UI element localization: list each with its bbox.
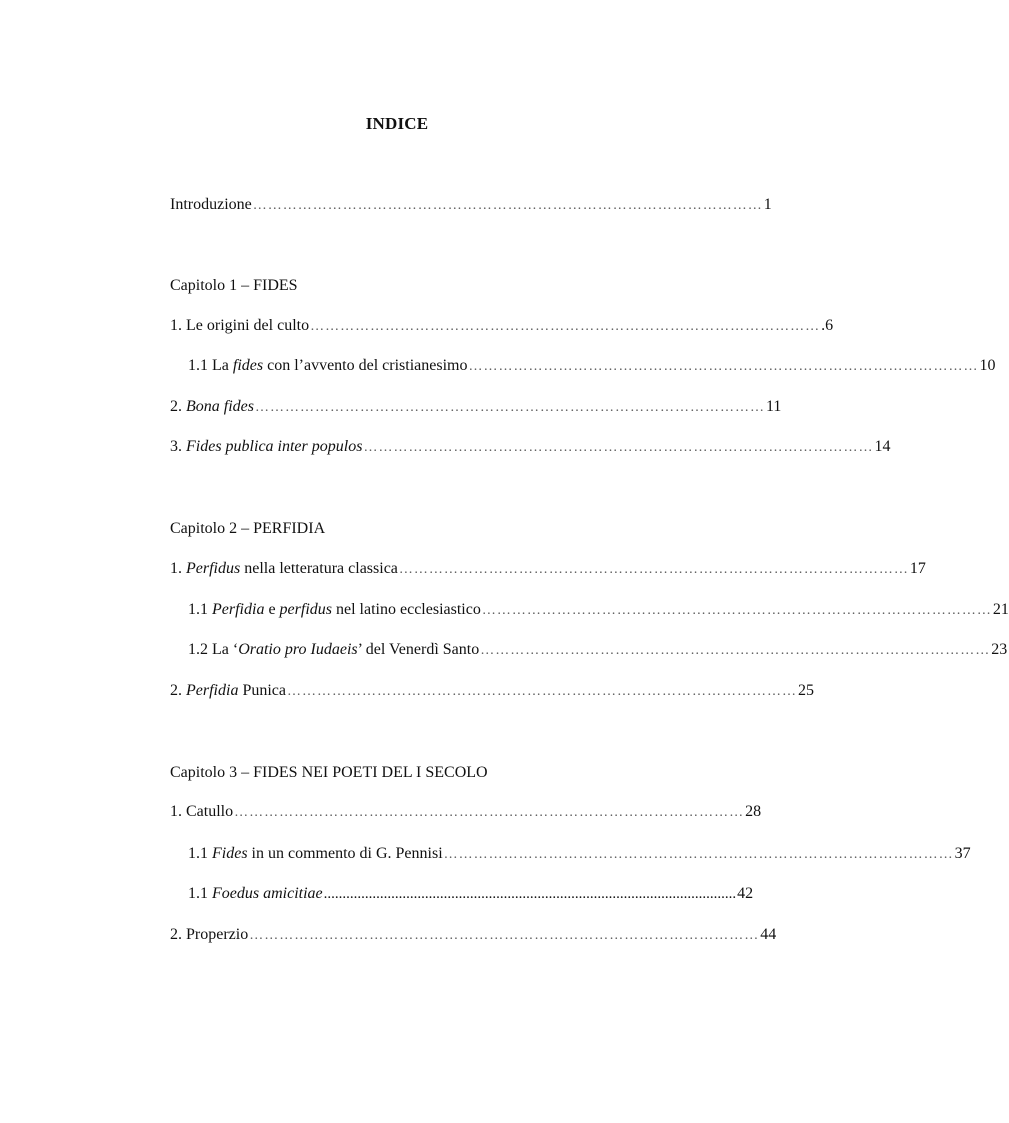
- toc-entry[interactable]: [170, 438, 891, 460]
- dot-leader: …………………………………………………………………………………………: [255, 400, 765, 415]
- toc-page-number: 23: [991, 641, 1008, 658]
- chapter-heading-2: Capitolo 2 – PERFIDIA: [170, 520, 326, 537]
- toc-entry[interactable]: [170, 803, 762, 825]
- toc-entry[interactable]: [170, 926, 777, 948]
- toc-page-number: 42: [737, 885, 754, 902]
- toc-entry-label: 2. Bona fides: [170, 398, 254, 415]
- toc-page-number: 14: [874, 438, 891, 455]
- page-title: INDICE: [365, 114, 429, 133]
- dot-leader: ..............................................................................................................: [323, 886, 737, 902]
- toc-page-number: 25: [797, 682, 814, 699]
- toc-entry-label: 2. Properzio: [170, 926, 249, 943]
- toc-entry-label: 1.1 Fides in un commento di G. Pennisi: [188, 845, 443, 862]
- toc-page-number: .6: [821, 317, 834, 334]
- dot-leader: …………………………………………………………………………………………: [481, 603, 992, 618]
- toc-page-number: 17: [909, 560, 926, 577]
- toc-page-number: 11: [766, 398, 782, 415]
- toc-entry-label: 1.1 Perfidia e perfidus nel latino ecclesiastico: [188, 601, 481, 618]
- toc-entry-label: 1.2 La ‘Oratio pro Iudaeis’ del Venerdì Santo: [188, 641, 480, 658]
- chapter-heading-1: Capitolo 1 – FIDES: [170, 277, 298, 294]
- toc-entry[interactable]: [170, 682, 814, 704]
- chapter-heading-3: Capitolo 3 – FIDES NEI POETI DEL I SECOLO: [170, 764, 488, 781]
- toc-page-number: 44: [760, 926, 777, 943]
- toc-entry-label: 1. Perfidus nella letteratura classica: [170, 560, 398, 577]
- toc-entry-label: 2. Perfidia Punica: [170, 682, 286, 699]
- toc-entry[interactable]: [188, 357, 996, 379]
- toc-entry[interactable]: [170, 560, 926, 582]
- toc-entry[interactable]: [188, 845, 971, 867]
- toc-entry-introduzione[interactable]: [170, 196, 772, 218]
- toc-entry[interactable]: [188, 885, 754, 907]
- toc-entry[interactable]: [188, 641, 1008, 663]
- toc-page-number: 28: [745, 803, 762, 820]
- dot-leader: …………………………………………………………………………………………: [252, 198, 763, 213]
- toc-entry-label: 3. Fides publica inter populos: [170, 438, 363, 455]
- dot-leader: …………………………………………………………………………………………: [310, 319, 821, 334]
- dot-leader: …………………………………………………………………………………………: [234, 805, 745, 820]
- toc-entry[interactable]: [170, 317, 834, 339]
- toc-entry-label: Introduzione: [170, 196, 252, 213]
- dot-leader: …………………………………………………………………………………………: [443, 847, 954, 862]
- dot-leader: …………………………………………………………………………………………: [286, 684, 797, 699]
- toc-page-number: 21: [992, 601, 1009, 618]
- toc-entry-label: 1.1 Foedus amicitiae: [188, 885, 323, 902]
- dot-leader: …………………………………………………………………………………………: [398, 562, 909, 577]
- toc-entry-label: 1. Le origini del culto: [170, 317, 310, 334]
- toc-page-number: 37: [954, 845, 971, 862]
- toc-entry-label: 1.1 La fides con l’avvento del cristianesimo: [188, 357, 468, 374]
- dot-leader: …………………………………………………………………………………………: [480, 643, 991, 658]
- toc-page-number: 1: [763, 196, 772, 213]
- dot-leader: …………………………………………………………………………………………: [468, 359, 979, 374]
- toc-entry[interactable]: [170, 398, 782, 420]
- toc-entry[interactable]: [188, 601, 1009, 623]
- dot-leader: …………………………………………………………………………………………: [363, 440, 874, 455]
- dot-leader: …………………………………………………………………………………………: [249, 928, 760, 943]
- toc-entry-label: 1. Catullo: [170, 803, 234, 820]
- toc-page-number: 10: [979, 357, 996, 374]
